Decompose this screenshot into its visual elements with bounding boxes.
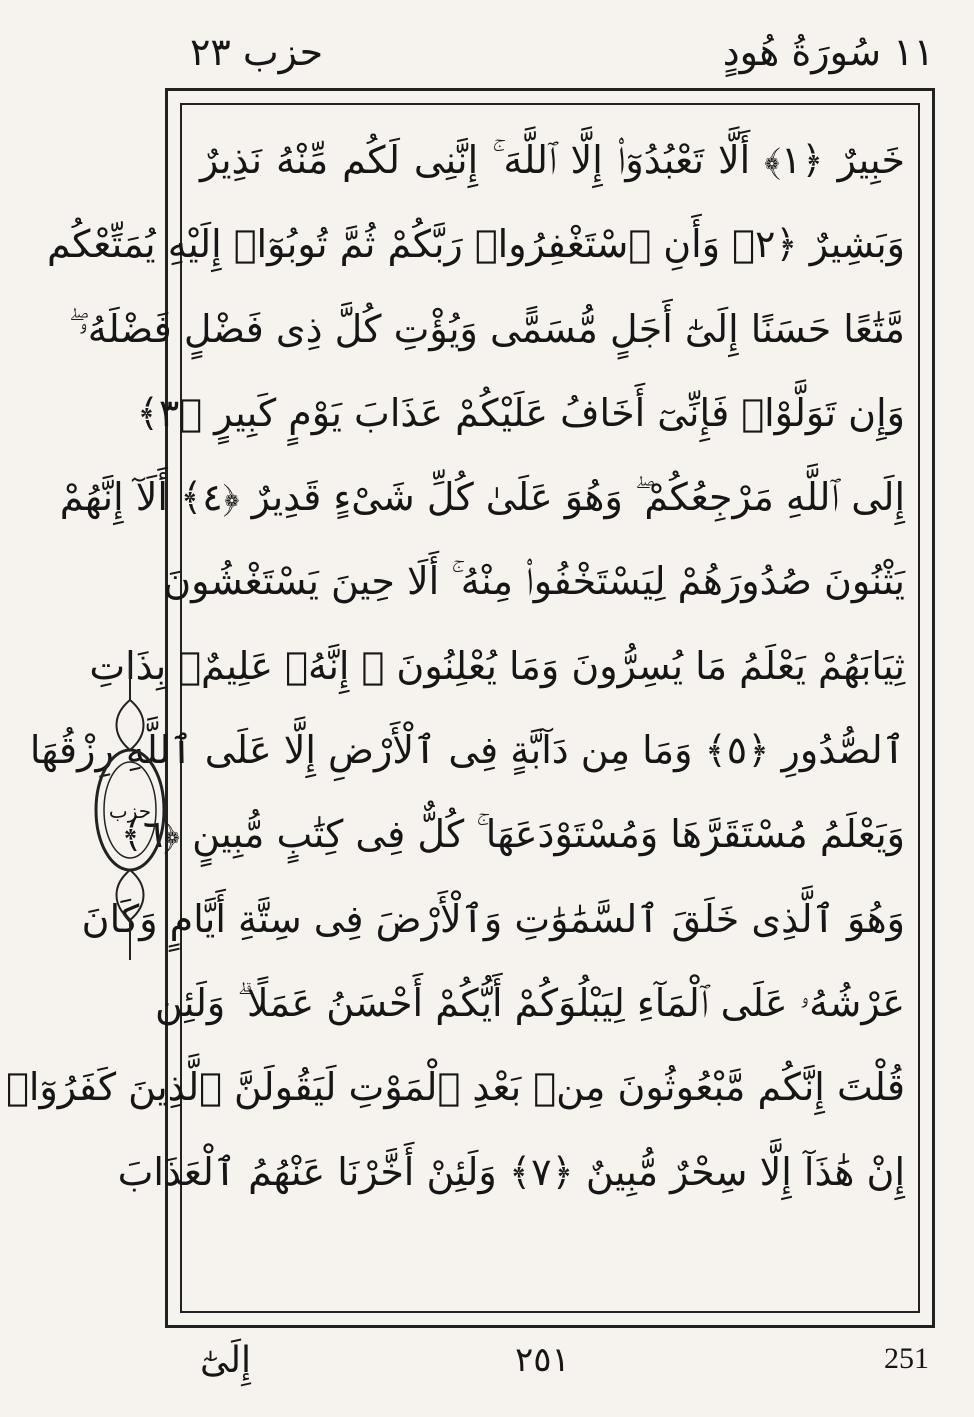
- verse-line: يَثْنُونَ صُدُورَهُمْ لِيَسْتَخْفُوا۟ مِنْهُ ۚ أَلَا حِينَ يَسْتَغْشُونَ: [163, 559, 905, 604]
- hizb-label: حزب ٢٣: [190, 30, 324, 74]
- page-header: [0, 30, 974, 90]
- verse-line: وَبَشِيرٌ ﴿٢﴾ وَأَنِ ٱسْتَغْفِرُوا۟ رَبَّكُمْ ثُمَّ تُوبُوٓا۟ إِلَيْهِ يُمَتِّعْكُم: [47, 222, 905, 267]
- verse-line: ٱلصُّدُورِ ﴿٥﴾ وَمَا مِن دَآبَّةٍ فِى ٱلْأَرْضِ إِلَّا عَلَى ٱللَّهِ رِزْقُهَا: [29, 728, 905, 773]
- ornament-label: حزب: [108, 799, 152, 823]
- ornament-icon: [92, 660, 168, 960]
- page-number-latin: 251: [884, 1342, 929, 1375]
- catchword: إِلَىٰٓ: [200, 1340, 251, 1381]
- verse-line: إِلَى ٱللَّهِ مَرْجِعُكُمْ ۖ وَهُوَ عَلَىٰ كُلِّ شَىْءٍ قَدِيرٌ ﴿٤﴾ أَلَآ إِنَّهُمْ: [59, 475, 905, 520]
- verse-line: مَّتَٰعًا حَسَنًا إِلَىٰٓ أَجَلٍ مُّسَمًّى وَيُؤْتِ كُلَّ ذِى فَضْلٍ فَضْلَهُۥ ۖ: [68, 306, 905, 351]
- surah-title: ١١ سُورَةُ هُودٍ: [722, 30, 934, 74]
- verse-line: عَرْشُهُۥ عَلَى ٱلْمَآءِ لِيَبْلُوَكُمْ أَيُّكُمْ أَحْسَنُ عَمَلًا ۗ وَلَئِن: [154, 980, 905, 1025]
- verse-line: وَإِن تَوَلَّوْا۟ فَإِنِّىٓ أَخَافُ عَلَيْكُمْ عَذَابَ يَوْمٍ كَبِيرٍ ﴿٣﴾: [136, 390, 905, 435]
- verse-line: وَيَعْلَمُ مُسْتَقَرَّهَا وَمُسْتَوْدَعَهَا ۚ كُلٌّ فِى كِتَٰبٍ مُّبِينٍ ﴿٦﴾: [120, 812, 905, 857]
- verse-line: ثِيَابَهُمْ يَعْلَمُ مَا يُسِرُّونَ وَمَا يُعْلِنُونَ ۚ إِنَّهُۥ عَلِيمٌۢ بِذَاتِ: [89, 643, 905, 688]
- page-number-arabic: ٢٥١: [515, 1340, 570, 1380]
- page-footer: [0, 1340, 974, 1400]
- verse-line: إِنْ هَٰذَآ إِلَّا سِحْرٌ مُّبِينٌ ﴿٧﴾ وَلَئِنْ أَخَّرْنَا عَنْهُمُ ٱلْعَذَابَ: [117, 1149, 905, 1194]
- verse-line: قُلْتَ إِنَّكُم مَّبْعُوثُونَ مِنۢ بَعْدِ ٱلْمَوْتِ لَيَقُولَنَّ ٱلَّذِينَ كَفَرُوٓا۟: [6, 1065, 905, 1110]
- verse-line: خَبِيرٌ ﴿١﴾ أَلَّا تَعْبُدُوٓا۟ إِلَّا ٱللَّهَ ۚ إِنَّنِى لَكُم مِّنْهُ نَذِيرٌ: [200, 138, 905, 182]
- verse-line: وَهُوَ ٱلَّذِى خَلَقَ ٱلسَّمَٰوَٰتِ وَٱلْأَرْضَ فِى سِتَّةِ أَيَّامٍ وَكَانَ: [81, 896, 905, 941]
- hizb-margin-ornament: [92, 660, 168, 960]
